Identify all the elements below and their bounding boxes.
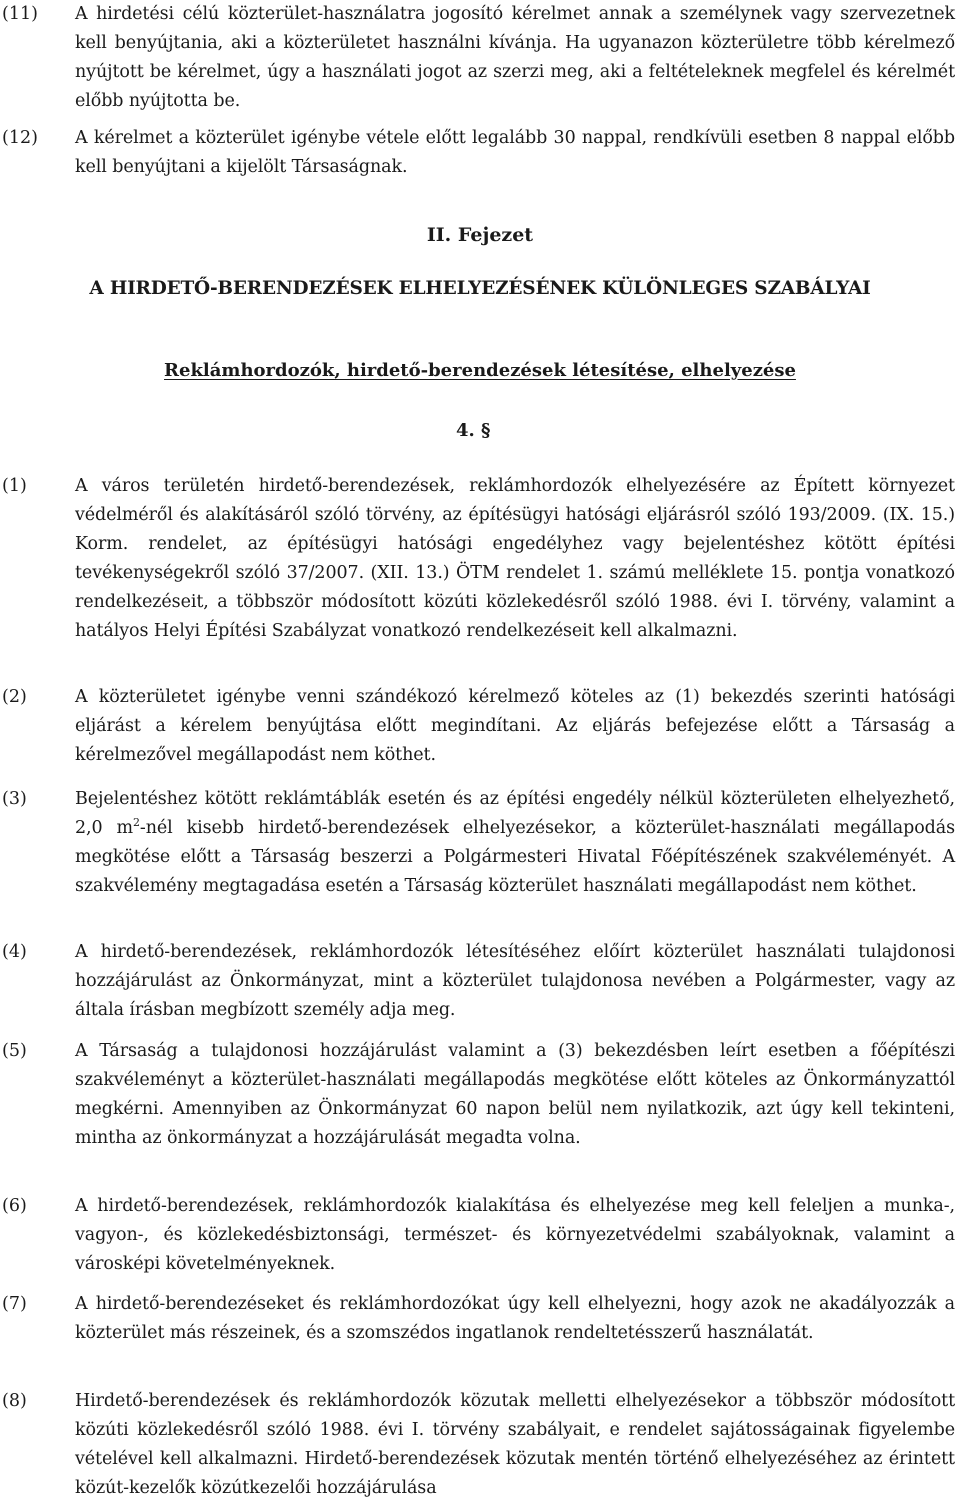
paragraph-7 bbox=[0, 1290, 960, 1348]
paragraph-number: (11) bbox=[2, 4, 38, 24]
paragraph-text: A Társaság a tulajdonosi hozzájárulást valamint a (3) bekezdésben leírt esetben a főépítészi szakvéleményt a közterület-használati megállapodás megkötése előtt köteles az Önkormányzattól megkérni. Amennyiben az Önkormányzat 60 napon belül nem nyilatkozik, azt úgy kell tekinteni, mintha az önkormányzat a hozzájárulását megadta volna. bbox=[75, 1041, 955, 1148]
paragraph-text: A kérelmet a közterület igénybe vétele előtt legalább 30 nappal, rendkívüli esetben 8 nappal előbb kell benyújtani a kijelölt Társaságnak. bbox=[75, 128, 955, 177]
paragraph-3 bbox=[0, 785, 960, 901]
chapter-label: II. Fejezet bbox=[426, 224, 534, 246]
paragraph-number: (5) bbox=[2, 1041, 27, 1061]
paragraph-number: (7) bbox=[2, 1294, 27, 1314]
paragraph-text: A város területén hirdető-berendezések, reklámhordozók elhelyezésére az Épített környezet védelméről és alakításáról szóló törvény, az építésügyi hatósági eljárásról szóló 193/2009. (IX. 15.) Korm. rendelet, az építésügyi hatósági engedélyhez vagy bejelentéshez kötött építési tevékenységekről szóló 37/2007. (XII. 13.) ÖTM rendelet 1. számú melléklete 15. pontja vonatkozó rendelkezéseit, a többször módosított közúti közlekedésről szóló 1988. évi I. törvény, valamint a hatályos Helyi Építési Szabályzat vonatkozó rendelkezéseit kell alkalmazni. bbox=[75, 476, 955, 641]
paragraph-11 bbox=[0, 0, 960, 116]
chapter-title: A HIRDETŐ-BERENDEZÉSEK ELHELYEZÉSÉNEK KÜLÖNLEGES SZABÁLYAI bbox=[89, 278, 871, 299]
paragraph-text: A hirdető-berendezéseket és reklámhordozókat úgy kell elhelyezni, hogy azok ne akadályozzák a közterület más részeinek, és a szomszédos ingatlanok rendeltetésszerű használatát. bbox=[75, 1294, 955, 1343]
paragraph-number: (12) bbox=[2, 128, 38, 148]
paragraph-text: A hirdetési célú közterület-használatra jogosító kérelmet annak a személynek vagy szervezetnek kell benyújtania, aki a közterületet használni kívánja. Ha ugyanazon közterületre több kérelmező nyújtott be kérelmet, úgy a használati jogot az szerzi meg, aki a feltételeknek megfelel és kérelmét előbb nyújtotta be. bbox=[75, 4, 955, 111]
paragraph-12 bbox=[0, 124, 960, 182]
paragraph-text: A hirdető-berendezések, reklámhordozók kialakítása és elhelyezése meg kell feleljen a munka-, vagyon-, és közlekedésbiztonsági, természet- és környezetvédelmi szabályoknak, valamint a városképi követelményeknek. bbox=[75, 1196, 955, 1274]
paragraph-text: A közterületet igénybe venni szándékozó kérelmező köteles az (1) bekezdés szerinti hatósági eljárást a kérelem benyújtása előtt megindítani. Az eljárás befejezése előtt a Társaság a kérelmezővel megállapodást nem köthet. bbox=[75, 687, 955, 765]
paragraph-6 bbox=[0, 1192, 960, 1279]
paragraph-text-part: Bejelentéshez kötött reklámtáblák esetén és az építési engedély nélkül közterületen elhelyezhető, 2,0 m bbox=[75, 789, 955, 838]
paragraph-number: (2) bbox=[2, 687, 27, 707]
paragraph-number: (3) bbox=[2, 789, 27, 809]
paragraph-4 bbox=[0, 938, 960, 1025]
paragraph-text-part: -nél kisebb hirdető-berendezések elhelyezésekor, a közterület-használati megállapodás megkötése előtt a Társaság beszerzi a Polgármesteri Hivatal Főépítészének szakvéleményét. A szakvélemény megtagadása esetén a Társaság közterület használati megállapodást nem köthet. bbox=[75, 818, 955, 896]
paragraph-8 bbox=[0, 1387, 960, 1503]
paragraph-text bbox=[75, 785, 955, 901]
paragraph-2 bbox=[0, 683, 960, 770]
superscript: 2 bbox=[133, 816, 140, 830]
chapter-subtitle: Reklámhordozók, hirdető-berendezések létesítése, elhelyezése bbox=[164, 360, 796, 381]
paragraph-number: (1) bbox=[2, 476, 27, 496]
paragraph-number: (6) bbox=[2, 1196, 27, 1216]
paragraph-number: (8) bbox=[2, 1391, 27, 1411]
section-number: 4. § bbox=[456, 420, 491, 441]
paragraph-1 bbox=[0, 472, 960, 646]
paragraph-5 bbox=[0, 1037, 960, 1153]
paragraph-text: Hirdető-berendezések és reklámhordozók közutak melletti elhelyezésekor a többször módosított közúti közlekedésről szóló 1988. évi I. törvény szabályait, e rendelet sajátosságainak figyelembe vételével kell alkalmazni. Hirdető-berendezések közutak mentén történő elhelyezéséhez az érintett közút-kezelők közútkezelői hozzájárulása bbox=[75, 1391, 955, 1498]
paragraph-number: (4) bbox=[2, 942, 27, 962]
paragraph-text: A hirdető-berendezések, reklámhordozók létesítéséhez előírt közterület használati tulajdonosi hozzájárulást az Önkormányzat, mint a közterület tulajdonosa nevében a Polgármester, vagy az általa írásban megbízott személy adja meg. bbox=[75, 942, 955, 1020]
